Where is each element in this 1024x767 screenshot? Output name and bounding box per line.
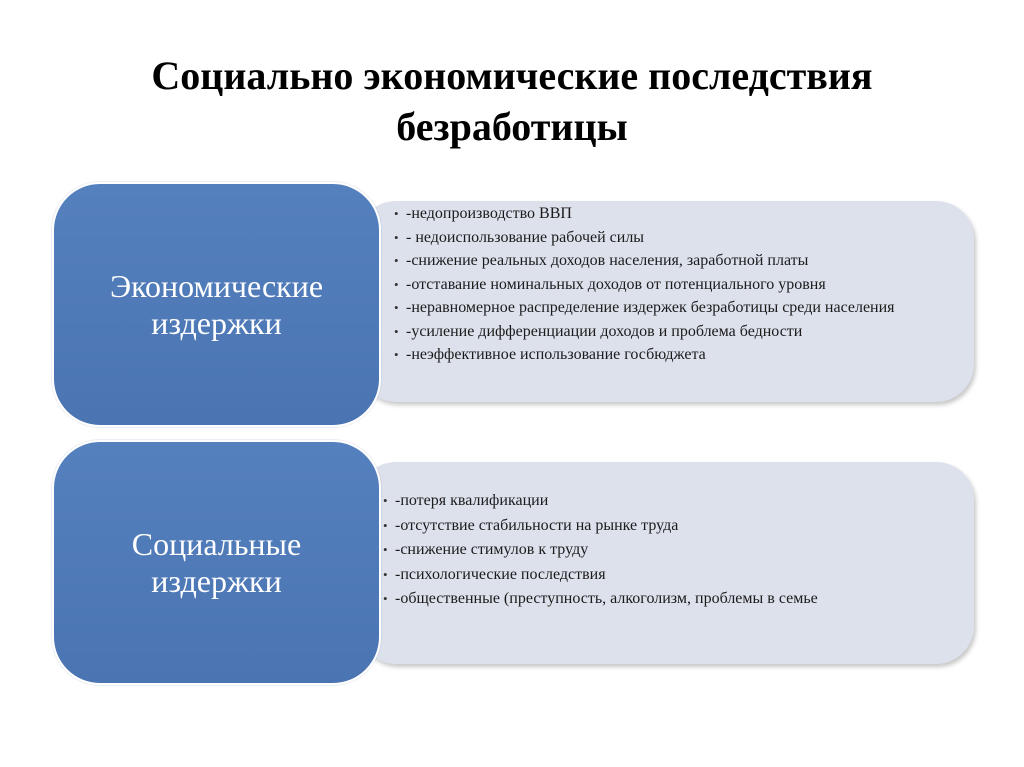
social-costs-label-line-1: Социальные <box>131 525 302 562</box>
economic-costs-label-line-1: Экономические <box>109 267 324 304</box>
page-title <box>0 50 1024 152</box>
social-costs-box <box>52 440 381 685</box>
social-costs-label-line-2: издержки <box>151 562 282 599</box>
list-item: • -отсутствие стабильности на рынке труда <box>383 517 944 535</box>
list-item: • -недопроизводство ВВП <box>394 205 944 223</box>
list-item: • -отставание номинальных доходов от потенциального уровня <box>394 276 944 294</box>
list-item: • -неэффективное использование госбюджета <box>394 346 944 364</box>
list-item: • -неравномерное распределение издержек безработицы среди населения <box>394 299 944 317</box>
social-costs-list <box>358 462 974 608</box>
list-item: • - недоиспользование рабочей силы <box>394 229 944 247</box>
title-line-1: Социально экономические последствия <box>151 53 873 98</box>
list-item: • -общественные (преступность, алкоголизм, проблемы в семье <box>383 590 944 608</box>
economic-costs-box <box>52 182 381 427</box>
economic-costs-list <box>358 201 974 364</box>
economic-costs-list-panel <box>358 201 974 402</box>
economic-costs-label <box>110 268 323 342</box>
list-item: • -снижение реальных доходов населения, заработной платы <box>394 252 944 270</box>
list-item: • -психологические последствия <box>383 566 944 584</box>
economic-costs-label-line-2: издержки <box>151 304 282 341</box>
social-costs-list-panel <box>358 462 974 664</box>
list-item: • -снижение стимулов к труду <box>383 541 944 559</box>
title-line-2: безработицы <box>396 104 628 149</box>
list-item: • -потеря квалификации <box>383 492 944 510</box>
social-costs-label <box>132 526 301 600</box>
list-item: • -усиление дифференциации доходов и проблема бедности <box>394 323 944 341</box>
